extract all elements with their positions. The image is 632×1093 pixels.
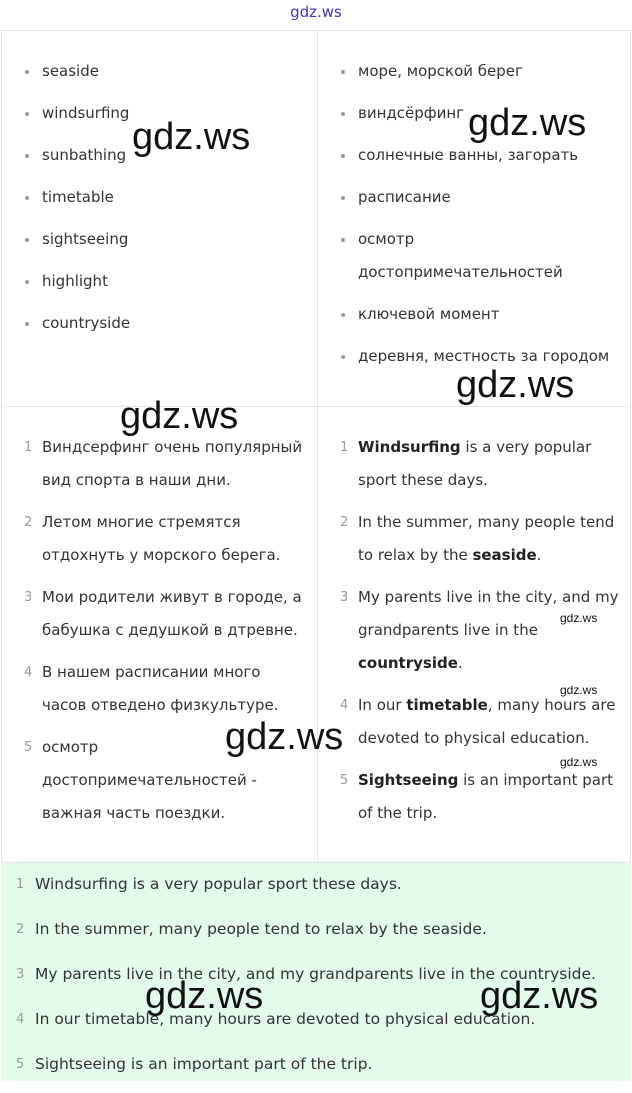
sentence-post: is an important part of the trip. [358,771,613,822]
russian-sentences-list [2,431,312,830]
item-number: 5 [24,740,33,755]
sentence-post: . [457,654,463,672]
list-item [1,913,631,946]
english-sentences-cell [318,431,630,839]
watermark: gdz.ws [132,116,251,158]
list-item [318,431,630,497]
keyword: timetable [406,696,488,714]
sentence-text: В нашем расписании много часов отведено физкультуре. [42,663,279,714]
item-number: 4 [340,698,349,713]
list-item: расписание [318,181,618,214]
item-number: 3 [16,967,25,982]
watermark: gdz.ws [225,716,344,758]
answer-text: In our timetable, many hours are devoted to physical education. [35,1010,536,1028]
list-item: ключевой момент [318,298,618,331]
list-item: деревня, местность за городом [318,340,618,373]
list-item [318,581,630,680]
row-divider [2,406,630,407]
list-item [2,431,312,497]
keyword: seaside [472,546,537,564]
keyword: Windsurfing [358,438,461,456]
watermark: gdz.ws [480,975,599,1017]
list-item: windsurfing [2,97,302,130]
answer-text: In the summer, many people tend to relax by the seaside. [35,920,487,938]
list-item: countryside [2,307,302,340]
item-number: 2 [24,515,33,530]
watermark: gdz.ws [468,102,587,144]
sentence-pre: In our [358,696,407,714]
list-item: виндсёрфинг [318,97,618,130]
list-item: timetable [2,181,302,214]
list-item [2,506,312,572]
item-number: 5 [340,773,349,788]
sentence-text: Летом многие стремятся отдохнуть у морского берега. [42,513,281,564]
sentence-pre: In the summer, many people tend to relax by the [358,513,615,564]
sentence-text: Мои родители живут в городе, а бабушка с дедушкой в дтревне. [42,588,302,639]
watermark: gdz.ws [120,395,239,437]
list-item [1,1048,631,1081]
answer-text: Sightseeing is an important part of the trip. [35,1055,373,1073]
list-item: highlight [2,265,302,298]
watermark: gdz.ws [560,611,598,625]
watermark: gdz.ws [145,975,264,1017]
item-number: 3 [24,590,33,605]
item-number: 2 [340,515,349,530]
answer-box [1,863,631,1081]
item-number: 4 [16,1012,25,1027]
keyword: countryside [358,654,458,672]
list-item: seaside [2,55,302,88]
list-item: осмотр достопримечательностей [318,223,558,289]
sentence-text: осмотр достопримечательностей - важная часть поездки. [42,738,257,822]
list-item: sunbathing [2,139,302,172]
sentence-pre: My parents live in the city, and my grandparents live in the [358,588,619,639]
list-item [1,868,631,901]
item-number: 1 [24,440,33,455]
english-words-list [2,55,302,340]
item-number: 3 [340,590,349,605]
sentence-post: . [536,546,542,564]
list-item [2,656,312,722]
list-item: sightseeing [2,223,302,256]
list-item [318,689,630,755]
answer-text: Windsurfing is a very popular sport these days. [35,875,402,893]
english-words-cell [2,55,302,349]
site-label: gdz.ws [290,3,342,21]
keyword: Sightseeing [358,771,459,789]
list-item [2,581,312,647]
english-sentences-list [318,431,630,830]
list-item [318,764,630,830]
watermark: gdz.ws [456,364,575,406]
sentence-post: , many hours are devoted to physical education. [358,696,616,747]
item-number: 1 [340,440,349,455]
russian-sentences-cell [2,431,312,839]
item-number: 4 [24,665,33,680]
item-number: 1 [16,877,25,892]
item-number: 2 [16,922,25,937]
item-number: 5 [16,1057,25,1072]
sentence-post: is a very popular sport these days. [358,438,592,489]
sentence-text: Виндсерфинг очень популярный вид спорта в наши дни. [42,438,303,489]
list-item: солнечные ванны, загорать [318,139,618,172]
list-item [318,506,630,572]
watermark: gdz.ws [560,755,598,769]
list-item: море, морской берег [318,55,618,88]
answer-text: My parents live in the city, and my grandparents live in the countryside. [35,965,596,983]
watermark: gdz.ws [560,683,598,697]
